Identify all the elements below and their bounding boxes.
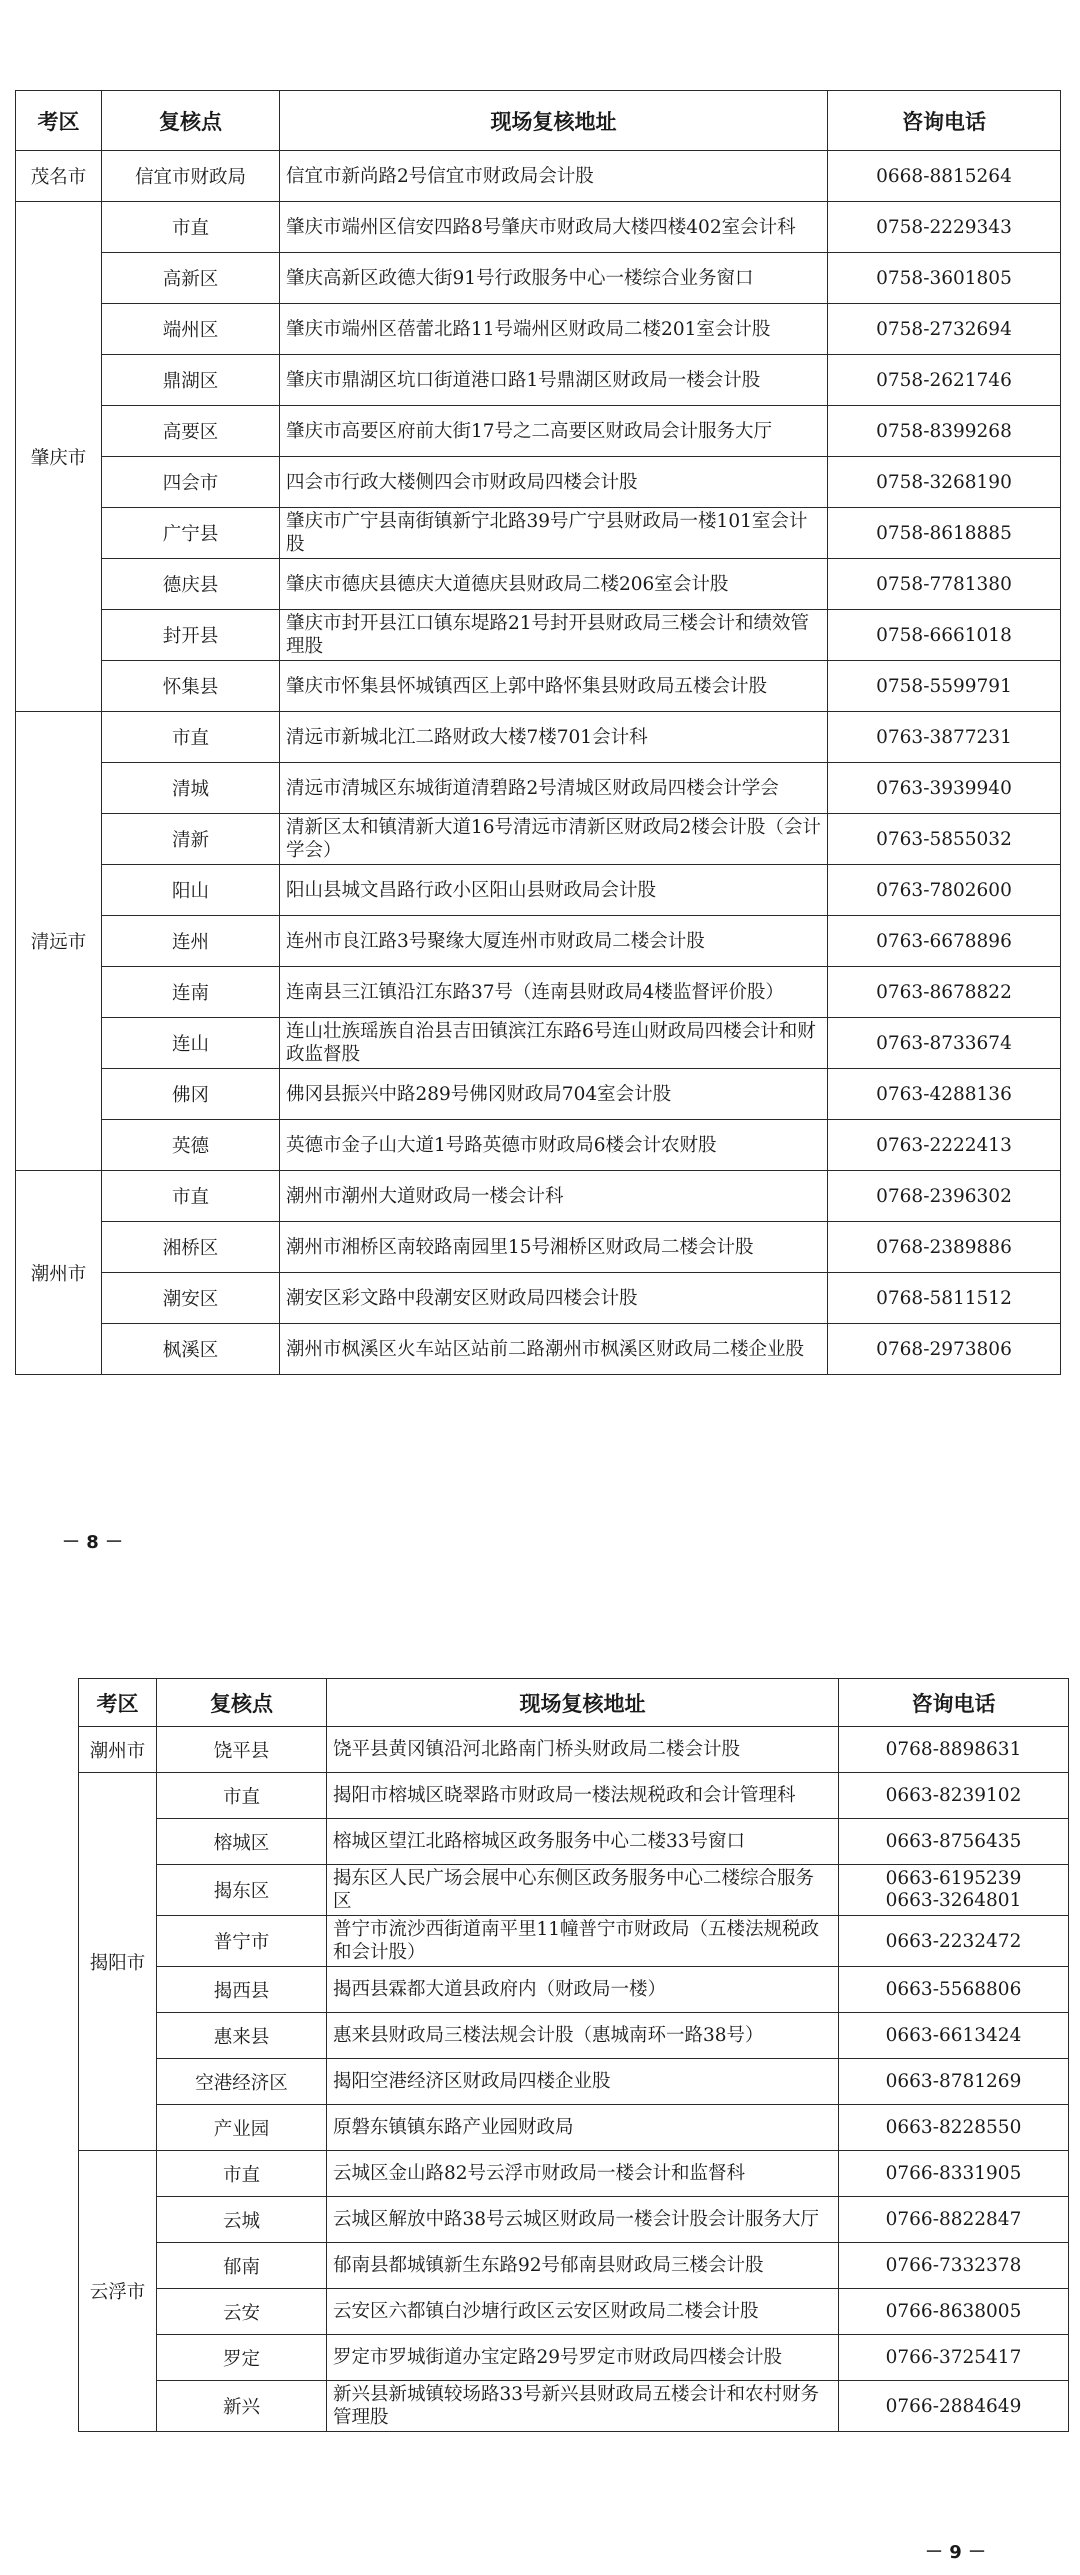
phone-cell: 0766-7332378 xyxy=(839,2243,1069,2289)
table-row xyxy=(16,406,1061,457)
review-point-cell: 鼎湖区 xyxy=(102,355,280,406)
phone-cell: 0763-6678896 xyxy=(828,916,1061,967)
phone-cell: 0758-3268190 xyxy=(828,457,1061,508)
table-row xyxy=(79,1773,1069,1819)
region-cell: 茂名市 xyxy=(16,151,102,202)
address-cell: 阳山县城文昌路行政小区阳山县财政局会计股 xyxy=(280,865,828,916)
table-row xyxy=(16,1273,1061,1324)
address-cell: 惠来县财政局三楼法规会计股（惠城南环一路38号） xyxy=(327,2013,839,2059)
review-point-cell: 湘桥区 xyxy=(102,1222,280,1273)
table-row xyxy=(16,559,1061,610)
review-point-cell: 市直 xyxy=(102,202,280,253)
table-row xyxy=(16,508,1061,559)
address-cell: 肇庆市鼎湖区坑口街道港口路1号鼎湖区财政局一楼会计股 xyxy=(280,355,828,406)
phone-cell: 0763-3877231 xyxy=(828,712,1061,763)
phone-cell: 0663-6613424 xyxy=(839,2013,1069,2059)
review-point-cell: 空港经济区 xyxy=(157,2059,327,2105)
address-cell: 肇庆市端州区蓓蕾北路11号端州区财政局二楼201室会计股 xyxy=(280,304,828,355)
phone-cell: 0758-2229343 xyxy=(828,202,1061,253)
phone-cell: 0763-2222413 xyxy=(828,1120,1061,1171)
phone-cell: 0766-8822847 xyxy=(839,2197,1069,2243)
review-point-cell: 清城 xyxy=(102,763,280,814)
review-point-cell: 市直 xyxy=(102,712,280,763)
address-cell: 连南县三江镇沿江东路37号（连南县财政局4楼监督评价股） xyxy=(280,967,828,1018)
phone-cell: 0758-5599791 xyxy=(828,661,1061,712)
review-point-cell: 市直 xyxy=(102,1171,280,1222)
header-address: 现场复核地址 xyxy=(280,91,828,151)
address-cell: 郁南县都城镇新生东路92号郁南县财政局三楼会计股 xyxy=(327,2243,839,2289)
table-header-row xyxy=(16,91,1061,151)
address-cell: 佛冈县振兴中路289号佛冈财政局704室会计股 xyxy=(280,1069,828,1120)
table-row xyxy=(16,916,1061,967)
address-cell: 肇庆市封开县江口镇东堤路21号封开县财政局三楼会计和绩效管理股 xyxy=(280,610,828,661)
review-point-cell: 揭西县 xyxy=(157,1967,327,2013)
table-row xyxy=(79,2289,1069,2335)
table-row xyxy=(79,2105,1069,2151)
phone-cell: 0663-5568806 xyxy=(839,1967,1069,2013)
region-cell: 揭阳市 xyxy=(79,1773,157,2151)
table-row xyxy=(79,1916,1069,1967)
review-point-cell: 榕城区 xyxy=(157,1819,327,1865)
review-point-cell: 德庆县 xyxy=(102,559,280,610)
address-cell: 饶平县黄冈镇沿河北路南门桥头财政局二楼会计股 xyxy=(327,1727,839,1773)
phone-cell: 0768-2389886 xyxy=(828,1222,1061,1273)
review-point-cell: 端州区 xyxy=(102,304,280,355)
page2-table xyxy=(78,1678,1069,2432)
phone-cell: 0663-2232472 xyxy=(839,1916,1069,1967)
address-cell: 连山壮族瑶族自治县吉田镇滨江东路6号连山财政局四楼会计和财政监督股 xyxy=(280,1018,828,1069)
phone-cell: 0768-2973806 xyxy=(828,1324,1061,1375)
phone-cell xyxy=(839,1865,1069,1916)
review-point-cell: 市直 xyxy=(157,1773,327,1819)
address-cell: 潮州市湘桥区南较路南园里15号湘桥区财政局二楼会计股 xyxy=(280,1222,828,1273)
table-row xyxy=(16,967,1061,1018)
table-row xyxy=(79,2151,1069,2197)
phone-cell: 0663-8756435 xyxy=(839,1819,1069,1865)
address-cell: 揭阳空港经济区财政局四楼企业股 xyxy=(327,2059,839,2105)
table-row xyxy=(16,1018,1061,1069)
address-cell: 罗定市罗城街道办宝定路29号罗定市财政局四楼会计股 xyxy=(327,2335,839,2381)
phone-cell: 0766-2884649 xyxy=(839,2381,1069,2432)
phone-cell: 0763-7802600 xyxy=(828,865,1061,916)
address-cell: 新兴县新城镇较场路33号新兴县财政局五楼会计和农村财务管理股 xyxy=(327,2381,839,2432)
region-cell: 云浮市 xyxy=(79,2151,157,2432)
review-point-cell: 阳山 xyxy=(102,865,280,916)
review-point-cell: 云安 xyxy=(157,2289,327,2335)
address-cell: 肇庆市高要区府前大街17号之二高要区财政局会计服务大厅 xyxy=(280,406,828,457)
table-row xyxy=(16,763,1061,814)
table-header-row xyxy=(79,1679,1069,1727)
review-point-cell: 连山 xyxy=(102,1018,280,1069)
address-cell: 肇庆高新区政德大街91号行政服务中心一楼综合业务窗口 xyxy=(280,253,828,304)
review-point-cell: 饶平县 xyxy=(157,1727,327,1773)
region-cell: 肇庆市 xyxy=(16,202,102,712)
review-point-cell: 市直 xyxy=(157,2151,327,2197)
address-cell: 潮州市枫溪区火车站区站前二路潮州市枫溪区财政局二楼企业股 xyxy=(280,1324,828,1375)
phone-number: 0663-3264801 xyxy=(885,1890,1022,1911)
address-cell: 连州市良江路3号聚缘大厦连州市财政局二楼会计股 xyxy=(280,916,828,967)
table-row xyxy=(16,457,1061,508)
phone-cell: 0768-8898631 xyxy=(839,1727,1069,1773)
address-cell: 普宁市流沙西街道南平里11幢普宁市财政局（五楼法规税政和会计股） xyxy=(327,1916,839,1967)
review-point-cell: 新兴 xyxy=(157,2381,327,2432)
phone-cell: 0763-3939940 xyxy=(828,763,1061,814)
review-point-cell: 四会市 xyxy=(102,457,280,508)
table-row xyxy=(16,1324,1061,1375)
address-cell: 肇庆市广宁县南街镇新宁北路39号广宁县财政局一楼101室会计股 xyxy=(280,508,828,559)
address-cell: 云安区六都镇白沙塘行政区云安区财政局二楼会计股 xyxy=(327,2289,839,2335)
phone-cell: 0663-8781269 xyxy=(839,2059,1069,2105)
header-address: 现场复核地址 xyxy=(327,1679,839,1727)
review-point-cell: 产业园 xyxy=(157,2105,327,2151)
address-cell: 原磐东镇镇东路产业园财政局 xyxy=(327,2105,839,2151)
phone-cell: 0758-2621746 xyxy=(828,355,1061,406)
address-cell: 云城区解放中路38号云城区财政局一楼会计股会计服务大厅 xyxy=(327,2197,839,2243)
header-phone: 咨询电话 xyxy=(839,1679,1069,1727)
address-cell: 潮安区彩文路中段潮安区财政局四楼会计股 xyxy=(280,1273,828,1324)
review-point-cell: 高要区 xyxy=(102,406,280,457)
phone-cell: 0766-8638005 xyxy=(839,2289,1069,2335)
address-cell: 肇庆市端州区信安四路8号肇庆市财政局大楼四楼402室会计科 xyxy=(280,202,828,253)
header-review-point: 复核点 xyxy=(157,1679,327,1727)
region-cell: 潮州市 xyxy=(16,1171,102,1375)
header-exam-area: 考区 xyxy=(16,91,102,151)
table-row xyxy=(79,1967,1069,2013)
review-point-cell: 郁南 xyxy=(157,2243,327,2289)
table-row xyxy=(16,1120,1061,1171)
phone-cell: 0766-8331905 xyxy=(839,2151,1069,2197)
table-row xyxy=(79,2197,1069,2243)
phone-cell: 0763-5855032 xyxy=(828,814,1061,865)
phone-cell: 0768-5811512 xyxy=(828,1273,1061,1324)
phone-cell: 0663-8228550 xyxy=(839,2105,1069,2151)
table-row xyxy=(79,2381,1069,2432)
review-point-cell: 清新 xyxy=(102,814,280,865)
region-cell: 清远市 xyxy=(16,712,102,1171)
table-row xyxy=(16,355,1061,406)
review-point-cell: 连南 xyxy=(102,967,280,1018)
phone-cell: 0758-2732694 xyxy=(828,304,1061,355)
header-exam-area: 考区 xyxy=(79,1679,157,1727)
table-row xyxy=(16,304,1061,355)
address-cell: 潮州市潮州大道财政局一楼会计科 xyxy=(280,1171,828,1222)
page1-table xyxy=(15,90,1061,1375)
review-point-cell: 连州 xyxy=(102,916,280,967)
review-point-cell: 广宁县 xyxy=(102,508,280,559)
table-row xyxy=(79,1865,1069,1916)
address-cell: 揭阳市榕城区晓翠路市财政局一楼法规税政和会计管理科 xyxy=(327,1773,839,1819)
address-cell: 云城区金山路82号云浮市财政局一楼会计和监督科 xyxy=(327,2151,839,2197)
page-number: － 9 － xyxy=(925,2542,987,2563)
review-point-cell: 云城 xyxy=(157,2197,327,2243)
phone-cell: 0758-6661018 xyxy=(828,610,1061,661)
table-row xyxy=(79,2243,1069,2289)
address-cell: 清远市清城区东城街道清碧路2号清城区财政局四楼会计学会 xyxy=(280,763,828,814)
review-point-cell: 高新区 xyxy=(102,253,280,304)
address-cell: 四会市行政大楼侧四会市财政局四楼会计股 xyxy=(280,457,828,508)
phone-cell: 0768-2396302 xyxy=(828,1171,1061,1222)
phone-cell: 0668-8815264 xyxy=(828,151,1061,202)
phone-cell: 0763-8733674 xyxy=(828,1018,1061,1069)
region-cell: 潮州市 xyxy=(79,1727,157,1773)
review-point-cell: 枫溪区 xyxy=(102,1324,280,1375)
address-cell: 肇庆市德庆县德庆大道德庆县财政局二楼206室会计股 xyxy=(280,559,828,610)
address-cell: 清远市新城北江二路财政大楼7楼701会计科 xyxy=(280,712,828,763)
review-point-cell: 揭东区 xyxy=(157,1865,327,1916)
phone-cell: 0758-7781380 xyxy=(828,559,1061,610)
table-row xyxy=(79,2059,1069,2105)
page-number: － 8 － xyxy=(62,1532,124,1553)
table-row xyxy=(16,712,1061,763)
phone-cell: 0763-8678822 xyxy=(828,967,1061,1018)
table-row xyxy=(16,865,1061,916)
address-cell: 肇庆市怀集县怀城镇西区上郭中路怀集县财政局五楼会计股 xyxy=(280,661,828,712)
address-cell: 英德市金子山大道1号路英德市财政局6楼会计农财股 xyxy=(280,1120,828,1171)
address-cell: 榕城区望江北路榕城区政务服务中心二楼33号窗口 xyxy=(327,1819,839,1865)
review-point-cell: 英德 xyxy=(102,1120,280,1171)
address-cell: 信宜市新尚路2号信宜市财政局会计股 xyxy=(280,151,828,202)
phone-cell: 0766-3725417 xyxy=(839,2335,1069,2381)
table-row xyxy=(79,2013,1069,2059)
table-row xyxy=(16,1069,1061,1120)
phone-cell: 0758-8618885 xyxy=(828,508,1061,559)
table-row xyxy=(16,814,1061,865)
phone-cell: 0763-4288136 xyxy=(828,1069,1061,1120)
review-point-cell: 封开县 xyxy=(102,610,280,661)
table-row xyxy=(16,1222,1061,1273)
review-point-cell: 怀集县 xyxy=(102,661,280,712)
table-row xyxy=(79,1819,1069,1865)
address-cell: 清新区太和镇清新大道16号清远市清新区财政局2楼会计股（会计学会） xyxy=(280,814,828,865)
header-review-point: 复核点 xyxy=(102,91,280,151)
review-point-cell: 罗定 xyxy=(157,2335,327,2381)
header-phone: 咨询电话 xyxy=(828,91,1061,151)
table-row xyxy=(16,253,1061,304)
table-row xyxy=(16,202,1061,253)
review-point-cell: 普宁市 xyxy=(157,1916,327,1967)
review-point-cell: 惠来县 xyxy=(157,2013,327,2059)
address-cell: 揭西县霖都大道县政府内（财政局一楼） xyxy=(327,1967,839,2013)
phone-number: 0663-6195239 xyxy=(885,1868,1022,1889)
table-row xyxy=(79,2335,1069,2381)
phone-cell: 0758-3601805 xyxy=(828,253,1061,304)
review-point-cell: 信宜市财政局 xyxy=(102,151,280,202)
table-row xyxy=(16,661,1061,712)
table-row xyxy=(16,151,1061,202)
phone-cell: 0663-8239102 xyxy=(839,1773,1069,1819)
review-point-cell: 潮安区 xyxy=(102,1273,280,1324)
address-cell: 揭东区人民广场会展中心东侧区政务服务中心二楼综合服务区 xyxy=(327,1865,839,1916)
phone-cell: 0758-8399268 xyxy=(828,406,1061,457)
table-row xyxy=(16,1171,1061,1222)
review-point-cell: 佛冈 xyxy=(102,1069,280,1120)
table-row xyxy=(79,1727,1069,1773)
table-row xyxy=(16,610,1061,661)
